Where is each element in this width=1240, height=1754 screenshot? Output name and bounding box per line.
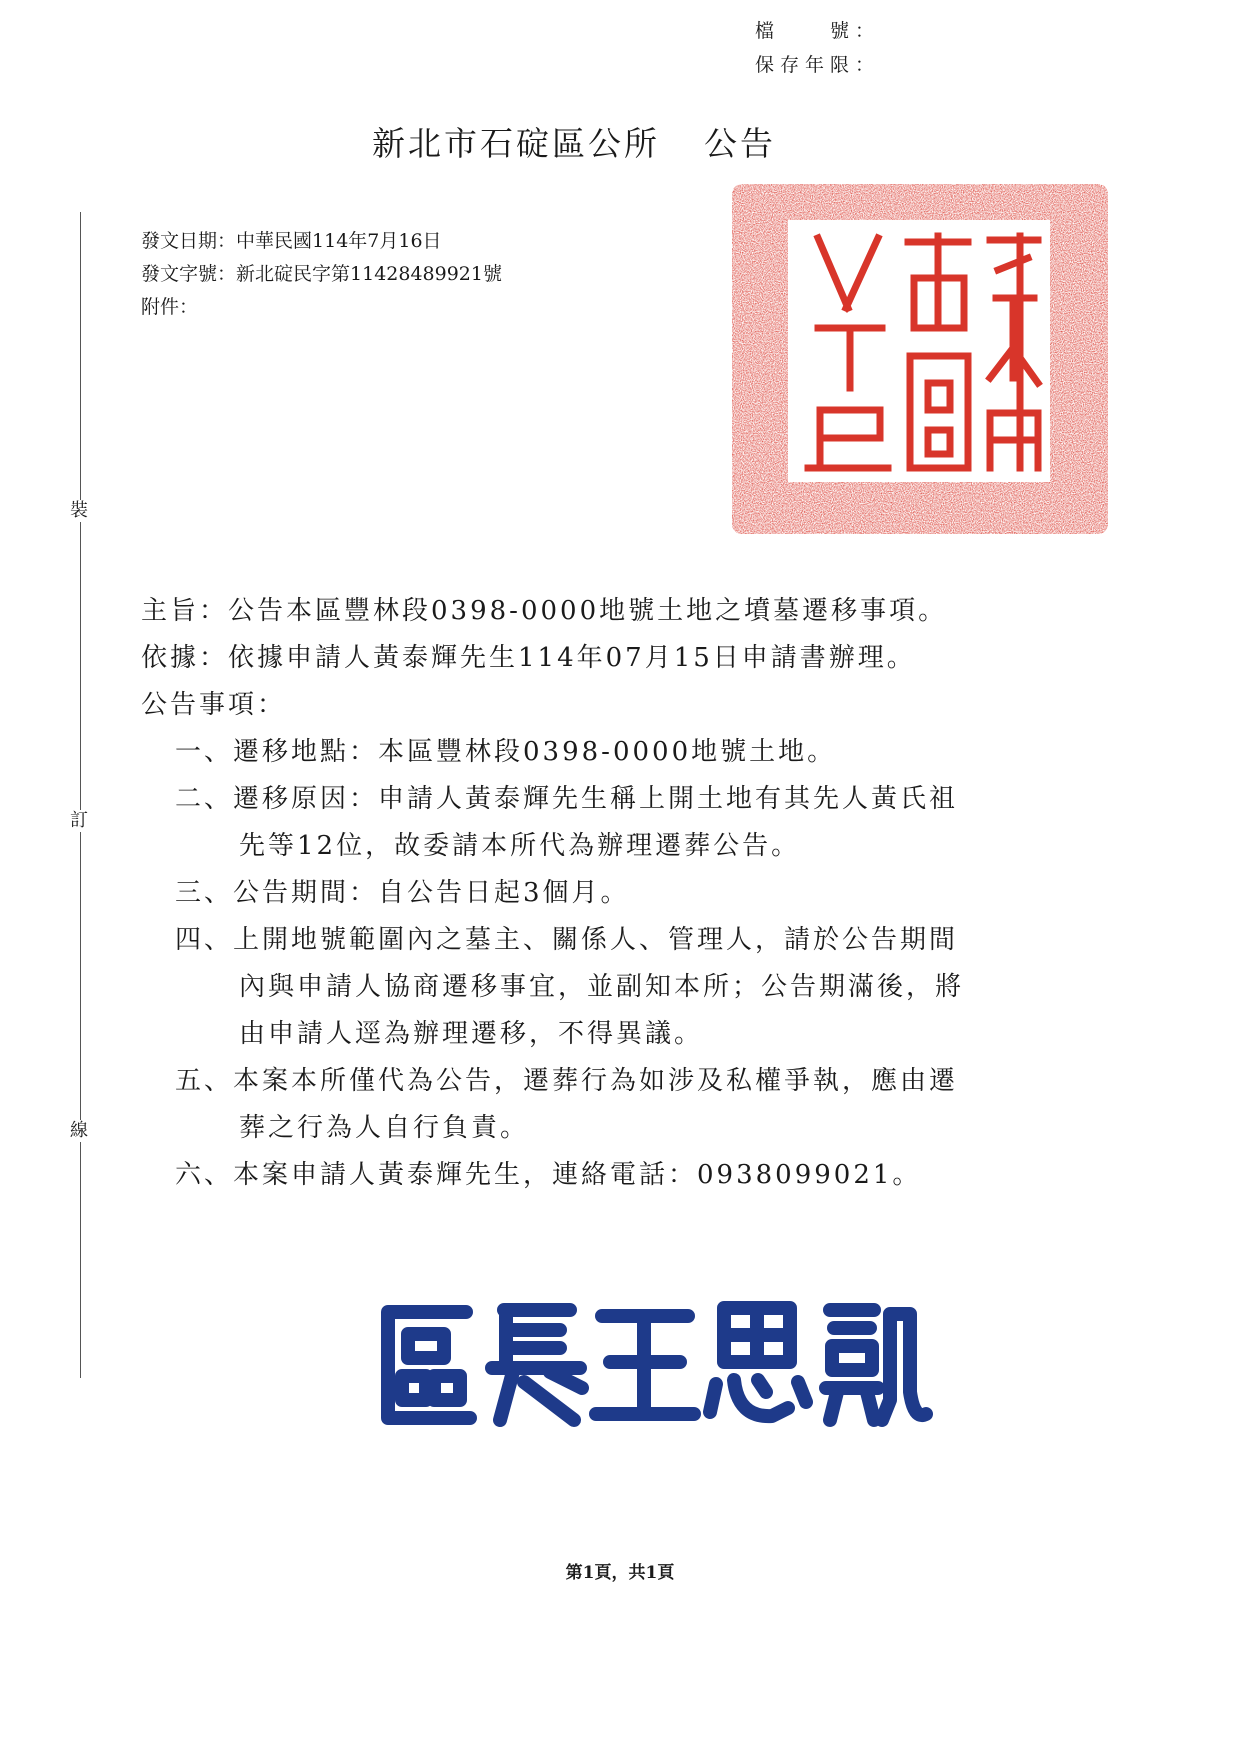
item-number: 一、 xyxy=(175,737,234,767)
item-text: 上開地號範圍內之墓主、關係人、管理人，請於公告期間 xyxy=(233,925,959,955)
notice-item-5 xyxy=(141,1058,1041,1152)
notice-item-2 xyxy=(141,776,1041,870)
item-text-cont: 由申請人逕為辦理遷移，不得異議。 xyxy=(239,1019,704,1049)
org-name: 新北市石碇區公所 xyxy=(372,124,660,163)
notice-item-6 xyxy=(141,1152,1041,1199)
binding-char-xian: 線 xyxy=(70,1120,88,1141)
issue-number-row xyxy=(141,258,502,291)
notice-item-3 xyxy=(141,870,1041,917)
issue-number-value: 新北碇民字第11428489921號 xyxy=(236,263,502,285)
item-number: 六、 xyxy=(175,1160,234,1190)
subject-label: 主旨： xyxy=(141,596,229,626)
official-seal xyxy=(728,178,1113,540)
basis-label: 依據： xyxy=(141,643,229,673)
item-text: 遷移地點：本區豐林段0398-0000地號土地。 xyxy=(233,737,837,767)
attachment-row xyxy=(141,291,502,324)
notice-items-heading: 公告事項： xyxy=(141,690,287,720)
binding-line xyxy=(80,212,81,1378)
item-text-cont: 先等12位，故委請本所代為辦理遷葬公告。 xyxy=(239,831,801,861)
page-title xyxy=(372,118,776,165)
archive-meta xyxy=(755,14,880,82)
subject-text: 公告本區豐林段0398-0000地號土地之墳墓遷移事項。 xyxy=(228,596,948,626)
item-text: 本案申請人黃泰輝先生，連絡電話：0938099021。 xyxy=(233,1160,922,1190)
item-text: 公告期間：自公告日起3個月。 xyxy=(233,878,630,908)
notice-body xyxy=(141,588,1041,1199)
basis-text: 依據申請人黃泰輝先生114年07月15日申請書辦理。 xyxy=(228,643,916,673)
item-text-cont: 內與申請人協商遷移事宜，並副知本所；公告期滿後，將 xyxy=(239,972,965,1002)
item-number: 四、 xyxy=(175,925,234,955)
signature-stamp xyxy=(374,1296,934,1431)
issue-date-label: 發文日期： xyxy=(141,230,237,252)
issue-date-row xyxy=(141,225,502,258)
doc-type: 公告 xyxy=(704,124,776,163)
page-number: 第1頁，共1頁 xyxy=(565,1563,675,1583)
subject-row xyxy=(141,588,1041,635)
item-number: 三、 xyxy=(175,878,234,908)
retention-label: 保存年限： xyxy=(755,54,881,76)
issue-number-label: 發文字號： xyxy=(141,263,237,285)
binding-char-ding: 訂 xyxy=(70,810,88,831)
binding-char-zhuang: 裝 xyxy=(70,500,88,521)
item-number: 五、 xyxy=(175,1066,234,1096)
item-text: 遷移原因：申請人黃泰輝先生稱上開土地有其先人黃氏祖 xyxy=(233,784,959,814)
file-number-label: 檔 號： xyxy=(755,20,881,42)
attachment-label: 附件： xyxy=(141,296,199,318)
issue-date-value: 中華民國114年7月16日 xyxy=(236,230,442,252)
item-text: 本案本所僅代為公告，遷葬行為如涉及私權爭執，應由遷 xyxy=(233,1066,959,1096)
item-number: 二、 xyxy=(175,784,234,814)
item-text-cont: 葬之行為人自行負責。 xyxy=(239,1113,530,1143)
issue-info xyxy=(141,225,502,324)
basis-row xyxy=(141,635,1041,682)
notice-item-1 xyxy=(141,729,1041,776)
notice-item-4 xyxy=(141,917,1041,1058)
